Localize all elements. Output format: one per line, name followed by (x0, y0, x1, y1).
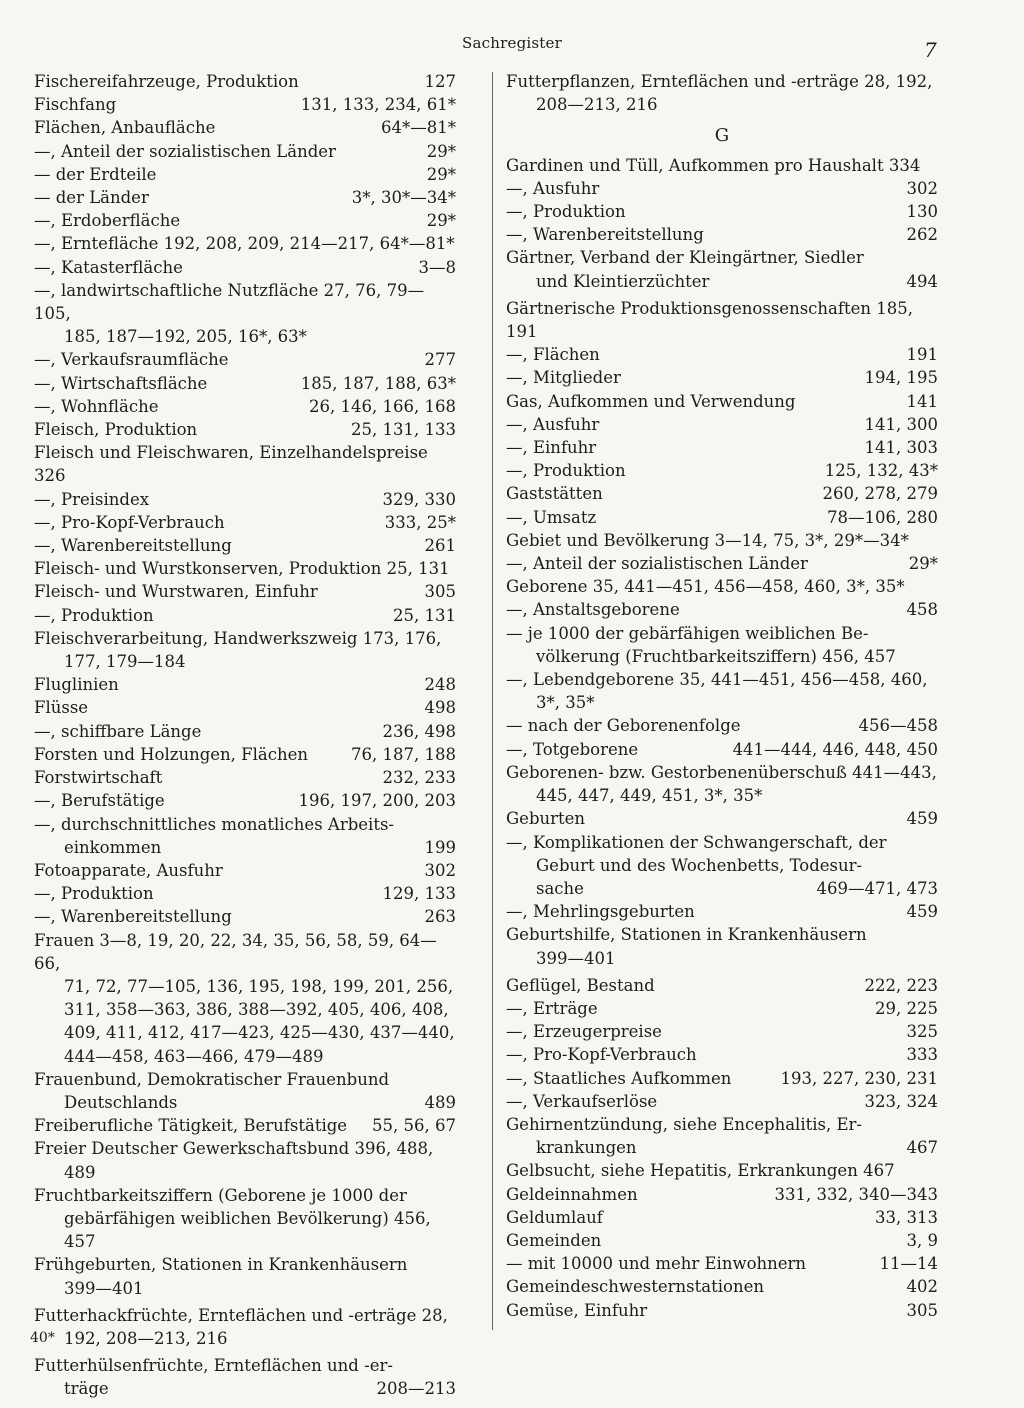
index-entry (34, 1184, 456, 1254)
index-entry (506, 343, 938, 366)
index-term: Flächen, Anbaufläche (34, 118, 216, 138)
index-entry (34, 696, 456, 719)
index-term: —, Komplikationen der Schwangerschaft, der (506, 832, 887, 852)
index-entry (506, 482, 938, 505)
index-page-refs: 141, 300 (864, 414, 938, 434)
index-term: Geflügel, Bestand (506, 975, 655, 995)
index-term-continuation: 445, 447, 449, 451, 3*, 35* (536, 786, 763, 806)
index-entry (34, 766, 456, 789)
index-entry (34, 1253, 456, 1299)
index-term-continuation: 177, 179—184 (64, 652, 186, 672)
index-entry (506, 714, 938, 737)
index-entry (506, 552, 938, 575)
index-page-refs: 402 (906, 1277, 938, 1297)
index-page-refs: 459 (906, 902, 938, 922)
index-entry (506, 1299, 938, 1322)
index-page-refs: 498 (424, 698, 456, 718)
index-term: —, Flächen (506, 345, 600, 365)
index-page-refs: 277 (424, 350, 456, 370)
index-term: Frauenbund, Demokratischer Frauenbund (34, 1069, 390, 1089)
index-entry (34, 418, 456, 441)
index-entry (34, 372, 456, 395)
index-term: —, Preisindex (34, 489, 150, 509)
index-page-refs: 262 (906, 225, 938, 245)
index-term: —, Verkaufserlöse (506, 1091, 658, 1111)
index-page-refs: 29* (426, 164, 456, 184)
index-page-refs: 26, 146, 166, 168 (309, 396, 456, 416)
index-entry (506, 459, 938, 482)
index-term-continuation: 399—401 (64, 1278, 144, 1298)
index-term: —, Produktion (34, 884, 154, 904)
index-page-refs: 260, 278, 279 (822, 484, 938, 504)
index-entry (34, 232, 456, 255)
index-entry (34, 1068, 456, 1114)
index-entry (506, 1090, 938, 1113)
index-entry (34, 557, 456, 580)
index-page-refs: 458 (906, 600, 938, 620)
index-entry (34, 279, 456, 349)
index-entry (506, 154, 938, 177)
index-term: Gas, Aufkommen und Verwendung (506, 391, 796, 411)
index-page-refs: 29* (426, 141, 456, 161)
index-entry (34, 1304, 456, 1350)
index-term: —, durchschnittliches monatliches Arbeits- (34, 814, 394, 834)
index-entry (34, 70, 456, 93)
index-term-continuation: 3*, 35* (536, 693, 595, 713)
index-page-refs: 191 (906, 345, 938, 365)
index-entry (34, 488, 456, 511)
index-term: —, Staatliches Aufkommen (506, 1068, 732, 1088)
index-page-refs: 222, 223 (864, 975, 938, 995)
index-entry (506, 366, 938, 389)
index-term: —, Wirtschaftsfläche (34, 373, 208, 393)
index-page-refs: 194, 195 (864, 368, 938, 388)
index-term: —, Mehrlingsgeburten (506, 902, 695, 922)
index-entry (506, 807, 938, 830)
section-letter-heading: G (714, 125, 730, 147)
index-term: —, Einfuhr (506, 438, 597, 458)
index-entry (506, 70, 938, 116)
index-entry (34, 720, 456, 743)
index-term: —, Anteil der sozialistischen Länder (506, 554, 808, 574)
index-term: Gardinen und Tüll, Aufkommen pro Haushalt 334 (506, 155, 921, 175)
index-entry (506, 1020, 938, 1043)
index-page-refs: 141, 303 (864, 438, 938, 458)
index-entry (506, 900, 938, 923)
index-term: —, Produktion (506, 461, 626, 481)
index-term: Gelbsucht, siehe Hepatitis, Erkrankungen 467 (506, 1161, 895, 1181)
index-entry (506, 529, 938, 552)
index-term: Fleisch- und Wurstkonserven, Produktion 25, 131 (34, 559, 450, 579)
index-term: —, Katasterfläche (34, 257, 183, 277)
index-term: —, Anstaltsgeborene (506, 600, 680, 620)
index-term: —, Umsatz (506, 507, 597, 527)
index-term: Fleisch- und Wurstwaren, Einfuhr (34, 582, 318, 602)
index-entry (34, 534, 456, 557)
index-term: Fruchtbarkeitsziffern (Geborene je 1000 der (34, 1185, 407, 1205)
index-term: Fleisch, Produktion (34, 420, 198, 440)
index-page-refs: 208—213 (376, 1379, 456, 1399)
index-term: —, Erträge (506, 998, 598, 1018)
index-page-refs: 3, 9 (906, 1230, 938, 1250)
index-term: —, Produktion (506, 202, 626, 222)
index-term: Fleisch und Fleischwaren, Einzelhandelspreise 326 (34, 443, 434, 486)
index-term-continuation: 208—213, 216 (536, 95, 658, 115)
index-term: Geldeinnahmen (506, 1184, 638, 1204)
index-page-refs: 29, 225 (875, 998, 938, 1018)
index-entry (506, 997, 938, 1020)
index-entry (34, 604, 456, 627)
index-term: —, Erntefläche 192, 208, 209, 214—217, 64*—81* (34, 234, 455, 254)
index-entry (506, 1275, 938, 1298)
index-entry (34, 743, 456, 766)
index-page-refs: 64*—81* (381, 118, 456, 138)
index-entry (506, 390, 938, 413)
index-term: Gemeinden (506, 1230, 602, 1250)
index-entry (506, 1229, 938, 1252)
index-entry (506, 598, 938, 621)
index-term-continuation: 399—401 (536, 948, 616, 968)
index-page-refs: 55, 56, 67 (372, 1116, 456, 1136)
index-term: —, Totgeborene (506, 739, 639, 759)
index-entry (506, 738, 938, 761)
index-term-continuation: träge (64, 1379, 109, 1399)
index-term: —, Warenbereitstellung (506, 225, 704, 245)
index-term: Frühgeburten, Stationen in Krankenhäusern (34, 1255, 408, 1275)
index-entry (506, 246, 938, 292)
index-entry (506, 1113, 938, 1159)
index-term: —, Produktion (34, 605, 154, 625)
index-term: Fotoapparate, Ausfuhr (34, 860, 223, 880)
index-entry (34, 441, 456, 487)
index-page-refs: 248 (424, 675, 456, 695)
index-term: —, Warenbereitstellung (34, 907, 232, 927)
index-entry (506, 923, 938, 969)
index-term: —, Pro-Kopf-Verbrauch (506, 1045, 697, 1065)
index-term: Gebiet und Bevölkerung 3—14, 75, 3*, 29*—34* (506, 530, 909, 550)
index-page-refs: 131, 133, 234, 61* (300, 95, 456, 115)
index-entry (506, 1043, 938, 1066)
index-term: — je 1000 der gebärfähigen weiblichen Be- (506, 623, 869, 643)
index-term: — der Länder (34, 188, 149, 208)
index-entry (34, 859, 456, 882)
index-term-continuation: völkerung (Fruchtbarkeitsziffern) 456, 457 (536, 646, 896, 666)
index-term: —, Mitglieder (506, 368, 621, 388)
index-term: Gemeindeschwesternstationen (506, 1277, 764, 1297)
index-term-continuation: Deutschlands (64, 1092, 178, 1112)
index-entry (506, 668, 938, 714)
index-term-continuation: gebärfähigen weiblichen Bevölkerung) 456, 457 (64, 1208, 437, 1252)
index-entry (506, 622, 938, 668)
index-entry (506, 575, 938, 598)
index-page-refs: 185, 187, 188, 63* (300, 373, 456, 393)
index-page-refs: 76, 187, 188 (351, 744, 456, 764)
index-entry (506, 506, 938, 529)
index-entry (506, 1067, 938, 1090)
index-page-refs: 3*, 30*—34* (351, 188, 456, 208)
index-term-continuation: 71, 72, 77—105, 136, 195, 198, 199, 201, 256, 311, 358—363, 386, 388—392, 405, 406, 408, 409, 411, 412, 417—423, 425—430, 437—440, 444—458, 463—466, 479—489 (64, 976, 455, 1066)
index-page-refs: 333 (906, 1045, 938, 1065)
index-term: Forsten und Holzungen, Flächen (34, 744, 308, 764)
index-term: —, schiffbare Länge (34, 721, 202, 741)
index-entry (34, 673, 456, 696)
index-page-refs: 127 (424, 72, 456, 91)
index-entry (506, 223, 938, 246)
index-page-refs: 29* (426, 211, 456, 231)
index-term: Fleischverarbeitung, Handwerkszweig 173, 176, (34, 628, 442, 648)
index-entry (34, 580, 456, 603)
index-entry (506, 761, 938, 807)
index-term: Futterhülsenfrüchte, Ernteflächen und -er- (34, 1356, 393, 1376)
index-entry (34, 813, 456, 859)
index-term: Futterhackfrüchte, Ernteflächen und -erträge 28, (34, 1305, 448, 1325)
index-term: Gärtnerische Produktionsgenossenschaften 185, 191 (506, 298, 919, 342)
index-entry (506, 1183, 938, 1206)
index-entry (34, 1137, 456, 1183)
index-term: Fischereifahrzeuge, Produktion (34, 72, 299, 91)
index-term-continuation: Geburt und des Wochenbetts, Todesur- sache (536, 855, 863, 898)
index-entry (34, 186, 456, 209)
index-entry (34, 209, 456, 232)
index-term: Flüsse (34, 698, 89, 718)
index-term-continuation: 489 (64, 1162, 96, 1182)
index-page-refs: 129, 133 (382, 884, 456, 904)
index-entry (506, 200, 938, 223)
index-term: —, Lebendgeborene 35, 441—451, 456—458, 460, (506, 670, 928, 690)
index-page-refs: 236, 498 (382, 721, 456, 741)
index-term: — nach der Geborenenfolge (506, 716, 741, 736)
index-page-refs: 467 (906, 1138, 938, 1158)
index-entry (34, 929, 456, 1068)
index-page-refs: 329, 330 (382, 489, 456, 509)
index-term: Fischfang (34, 95, 117, 115)
index-page-refs: 25, 131, 133 (351, 420, 456, 440)
index-page-refs: 333, 25* (384, 512, 456, 532)
index-page-refs: 323, 324 (864, 1091, 938, 1111)
index-term: Geldumlauf (506, 1207, 603, 1227)
index-entry (34, 882, 456, 905)
index-term: Gemüse, Einfuhr (506, 1300, 648, 1320)
index-term: Forstwirtschaft (34, 768, 163, 788)
index-term: —, landwirtschaftliche Nutzfläche 27, 76, 79—105, (34, 280, 425, 324)
index-term: Futterpflanzen, Ernteflächen und -erträge 28, 192, (506, 72, 933, 91)
index-term-continuation: 185, 187—192, 205, 16*, 63* (64, 327, 307, 347)
index-page-refs: 196, 197, 200, 203 (298, 791, 456, 811)
index-term: Fluglinien (34, 675, 119, 695)
index-page-refs: 11—14 (879, 1254, 938, 1274)
index-term: Gehirnentzündung, siehe Encephalitis, Er- (506, 1114, 862, 1134)
index-page-refs: 302 (424, 860, 456, 880)
index-entry (34, 789, 456, 812)
index-term: —, Ausfuhr (506, 414, 600, 434)
index-page-refs: 494 (906, 271, 938, 291)
index-page-refs: 199 (424, 837, 456, 857)
index-term: —, Erdoberfläche (34, 211, 181, 231)
index-entry (34, 93, 456, 116)
index-term: —, Erzeugerpreise (506, 1022, 662, 1042)
spacer (34, 1401, 456, 1405)
index-term-continuation: krankungen (536, 1138, 637, 1158)
column-divider (492, 72, 493, 1330)
index-entry (34, 256, 456, 279)
index-entry (34, 1114, 456, 1137)
index-page-refs: 456—458 (858, 716, 938, 736)
index-entry (506, 974, 938, 997)
index-page-refs: 459 (906, 809, 938, 829)
page-signature: 40* (30, 1330, 55, 1346)
index-entry (34, 163, 456, 186)
index-page-refs: 441—444, 446, 448, 450 (732, 739, 938, 759)
index-term: Geburten (506, 809, 586, 829)
page-number: 7 (924, 38, 937, 62)
index-term: Frauen 3—8, 19, 20, 22, 34, 35, 56, 58, 59, 64—66, (34, 930, 437, 973)
index-entry (34, 1354, 456, 1400)
index-entry (506, 1252, 938, 1275)
index-page-refs: 489 (424, 1092, 456, 1112)
index-page-refs: 232, 233 (382, 768, 456, 788)
index-page-refs: 305 (906, 1300, 938, 1320)
index-page-refs: 325 (906, 1022, 938, 1042)
index-term: —, Verkaufsraumfläche (34, 350, 229, 370)
index-entry (506, 177, 938, 200)
index-column-right (506, 70, 938, 1322)
index-page-refs: 125, 132, 43* (824, 461, 938, 481)
index-entry (506, 1159, 938, 1182)
index-page-refs: 305 (424, 582, 456, 602)
index-entry (34, 511, 456, 534)
index-term: —, Berufstätige (34, 791, 165, 811)
index-term: —, Wohnfläche (34, 396, 159, 416)
index-page-refs: 261 (424, 536, 456, 556)
page-header-title: Sachregister (462, 34, 562, 52)
index-term-continuation: 192, 208—213, 216 (64, 1328, 228, 1348)
index-entry (34, 395, 456, 418)
index-term: —, Pro-Kopf-Verbrauch (34, 512, 225, 532)
index-term-continuation: und Kleintierzüchter (536, 271, 710, 291)
index-term: Freiberufliche Tätigkeit, Berufstätige (34, 1116, 348, 1136)
index-page-refs: 3—8 (418, 257, 456, 277)
index-page-refs: 302 (906, 178, 938, 198)
index-entry (34, 905, 456, 928)
index-term: — mit 10000 und mehr Einwohnern (506, 1254, 807, 1274)
index-entry (506, 297, 938, 343)
index-term: Geborenen- bzw. Gestorbenenüberschuß 441—443, (506, 762, 937, 782)
index-entry (506, 436, 938, 459)
index-term: — der Erdteile (34, 164, 157, 184)
index-page-refs: 469—471, 473 (816, 878, 938, 898)
index-page-refs: 141 (906, 391, 938, 411)
index-page-refs: 25, 131 (393, 605, 456, 625)
index-term: Gaststätten (506, 484, 603, 504)
index-page-refs: 33, 313 (875, 1207, 938, 1227)
index-entry (506, 1206, 938, 1229)
index-column-left (34, 70, 456, 1405)
index-entry (34, 116, 456, 139)
index-page-refs: 130 (906, 202, 938, 222)
index-page-refs: 331, 332, 340—343 (774, 1184, 938, 1204)
index-entry (34, 348, 456, 371)
index-entry (506, 413, 938, 436)
index-term: Geborene 35, 441—451, 456—458, 460, 3*, 35* (506, 577, 905, 597)
index-page-refs: 193, 227, 230, 231 (780, 1068, 938, 1088)
index-term: Geburtshilfe, Stationen in Krankenhäusern (506, 925, 867, 945)
index-term: Gärtner, Verband der Kleingärtner, Siedler (506, 248, 864, 268)
index-page-refs: 78—106, 280 (827, 507, 938, 527)
index-entry (34, 140, 456, 163)
index-page-refs: 29* (908, 554, 938, 574)
index-term: —, Ausfuhr (506, 178, 600, 198)
index-entry (506, 831, 938, 901)
index-term-continuation: einkommen (64, 837, 162, 857)
index-term: Freier Deutscher Gewerkschaftsbund 396, 488, (34, 1139, 434, 1159)
index-entry (34, 627, 456, 673)
index-page-refs: 263 (424, 907, 456, 927)
index-term: —, Warenbereitstellung (34, 536, 232, 556)
index-term: —, Anteil der sozialistischen Länder (34, 141, 336, 161)
